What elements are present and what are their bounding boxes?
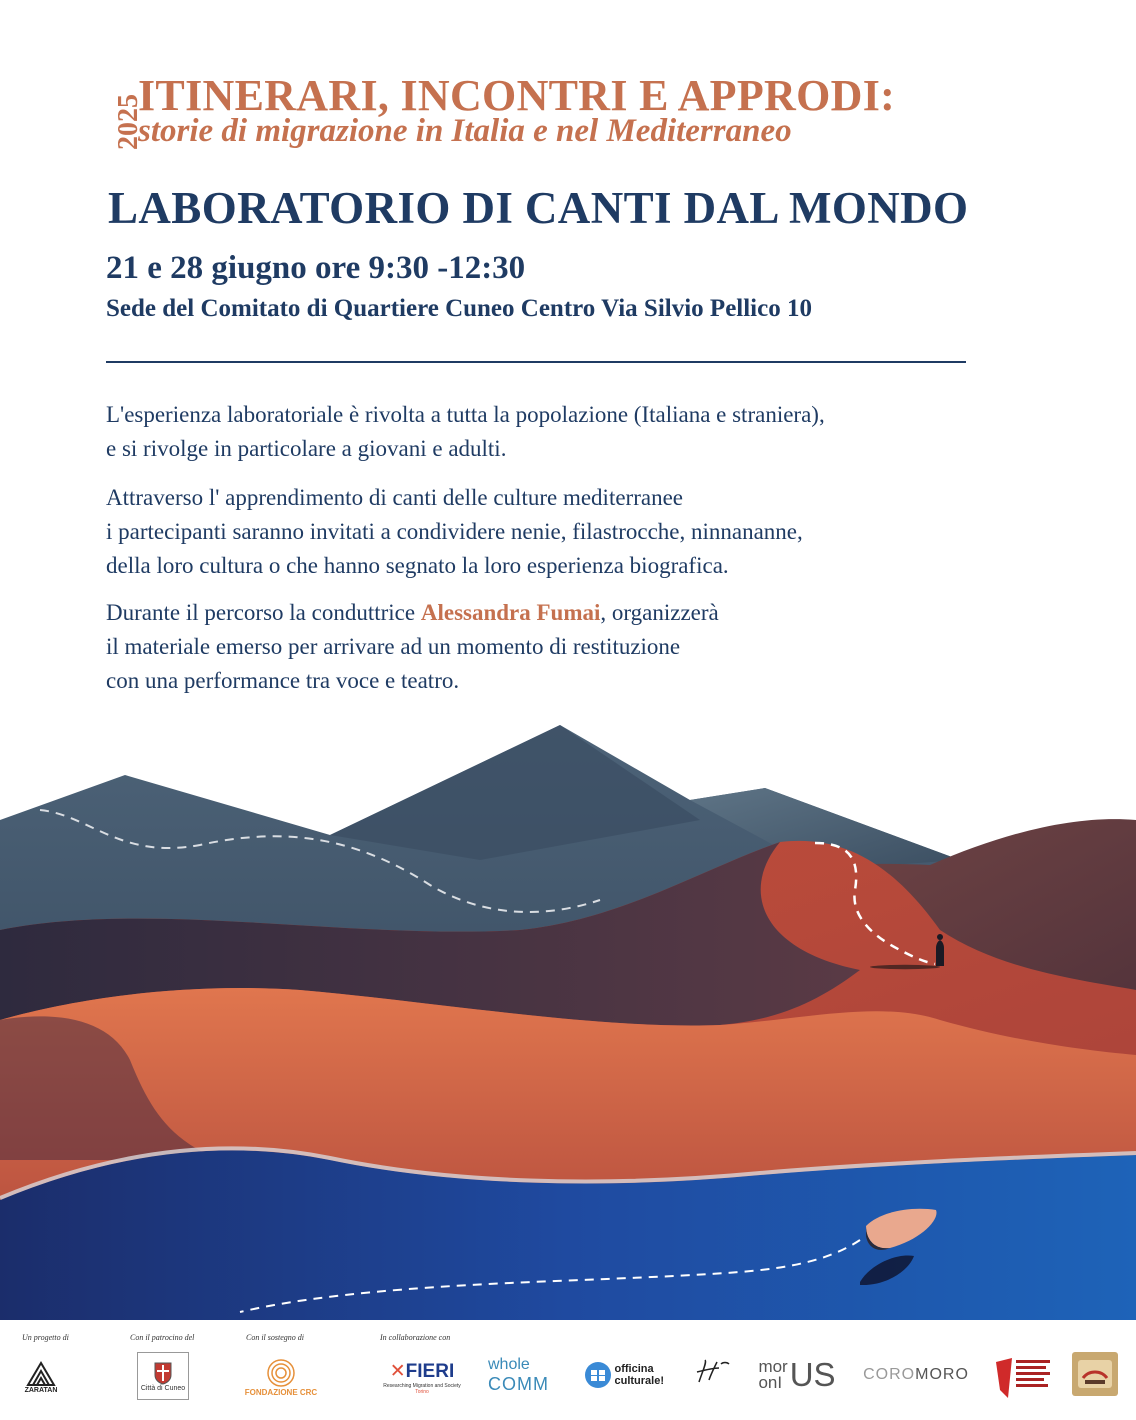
paragraph-line: il materiale emerso per arrivare ad un momento di restituzione: [106, 634, 681, 659]
fieri-sub: Researching Migration and Society: [383, 1382, 461, 1389]
moronius-stack: [758, 1359, 787, 1391]
text-fragment: Durante il percorso la conduttrice: [106, 600, 421, 625]
paragraph-method: [106, 481, 803, 583]
officina-logo: [582, 1352, 672, 1398]
fieri-logo: [382, 1352, 462, 1402]
wholecomm-top: whole: [488, 1355, 530, 1373]
officina-circle-icon: [584, 1361, 612, 1389]
crc-logo: [240, 1352, 322, 1402]
wholecomm-bottom: COMM: [488, 1373, 549, 1394]
event-venue: Sede del Comitato di Quartiere Cuneo Centro Via Silvio Pellico 10: [106, 295, 812, 322]
fieri-x-icon: ✕: [389, 1360, 406, 1382]
series-subtitle: storie di migrazione in Italia e nel Mediterraneo: [138, 113, 792, 149]
crc-rings-icon: [266, 1358, 296, 1388]
paragraph-line: Attraverso l' apprendimento di canti delle culture mediterranee: [106, 485, 683, 510]
fieri-label: [390, 1360, 454, 1383]
paragraph-line: e si rivolge in particolare a giovani e adulti.: [106, 436, 507, 461]
text-fragment: , organizzerà: [600, 600, 719, 625]
caption-project: Un progetto di: [22, 1333, 69, 1342]
moronius-logo: [750, 1352, 844, 1398]
cuneo-crest-icon: [153, 1361, 173, 1385]
paragraph-line: [106, 596, 719, 630]
reading-house-logo: [1072, 1352, 1118, 1396]
coromoro-logo: [862, 1352, 970, 1398]
signature-logo: [690, 1352, 736, 1392]
year-label: 2025: [113, 94, 144, 150]
zaratan-label: ZARATAN: [24, 1386, 58, 1394]
walker-figure: [936, 940, 944, 966]
institute-emblem-icon: [992, 1354, 1054, 1400]
officina-label: officina culturale!: [614, 1363, 665, 1387]
paragraph-line: con una performance tra voce e teatro.: [106, 668, 460, 693]
conductor-name: Alessandra Fumai: [420, 600, 601, 625]
event-dates: 21 e 28 giugno ore 9:30 -12:30: [106, 250, 526, 286]
divider: [106, 361, 966, 363]
moro-label: MORO: [915, 1366, 969, 1383]
caption-collaboration: In collaborazione con: [380, 1333, 451, 1342]
paragraph-line: della loro cultura o che hanno segnato la loro esperienza biografica.: [106, 553, 729, 578]
cuneo-logo: [137, 1352, 189, 1400]
institute-logo: [990, 1352, 1056, 1402]
signature-icon: [693, 1356, 733, 1388]
cuneo-label: Città di Cuneo: [140, 1384, 186, 1392]
walker-head: [937, 934, 943, 940]
series-title: ITINERARI, INCONTRI E APPRODI:: [138, 71, 896, 120]
event-title: LABORATORIO DI CANTI DAL MONDO: [108, 183, 969, 233]
zaratan-icon: [26, 1361, 56, 1387]
fieri-city: Torino: [415, 1388, 429, 1395]
paragraph-audience: [106, 398, 825, 466]
paragraph-line: L'esperienza laboratoriale è rivolta a tutta la popolazione (Italiana e straniera),: [106, 402, 825, 427]
walker-shadow: [870, 965, 940, 969]
wholecomm-logo: [488, 1352, 562, 1398]
caption-patronage: Con il patrocino del: [130, 1333, 195, 1342]
zaratan-logo: [22, 1352, 60, 1402]
coro-label: CORO: [863, 1366, 916, 1383]
landscape-illustration: [0, 720, 1136, 1320]
paragraph-conductor: [106, 596, 719, 698]
moronius-part-b: onI: [758, 1373, 783, 1392]
fieri-wordmark: FIERI: [405, 1360, 455, 1382]
moronius-us: US: [789, 1356, 836, 1393]
paragraph-line: i partecipanti saranno invitati a condividere nenie, filastrocche, ninnananne,: [106, 519, 803, 544]
crc-label: FONDAZIONE CRC: [244, 1387, 318, 1397]
reading-house-icon: [1075, 1356, 1115, 1392]
moronius-part-a: mor: [758, 1357, 788, 1376]
caption-support: Con il sostegno di: [246, 1333, 305, 1342]
